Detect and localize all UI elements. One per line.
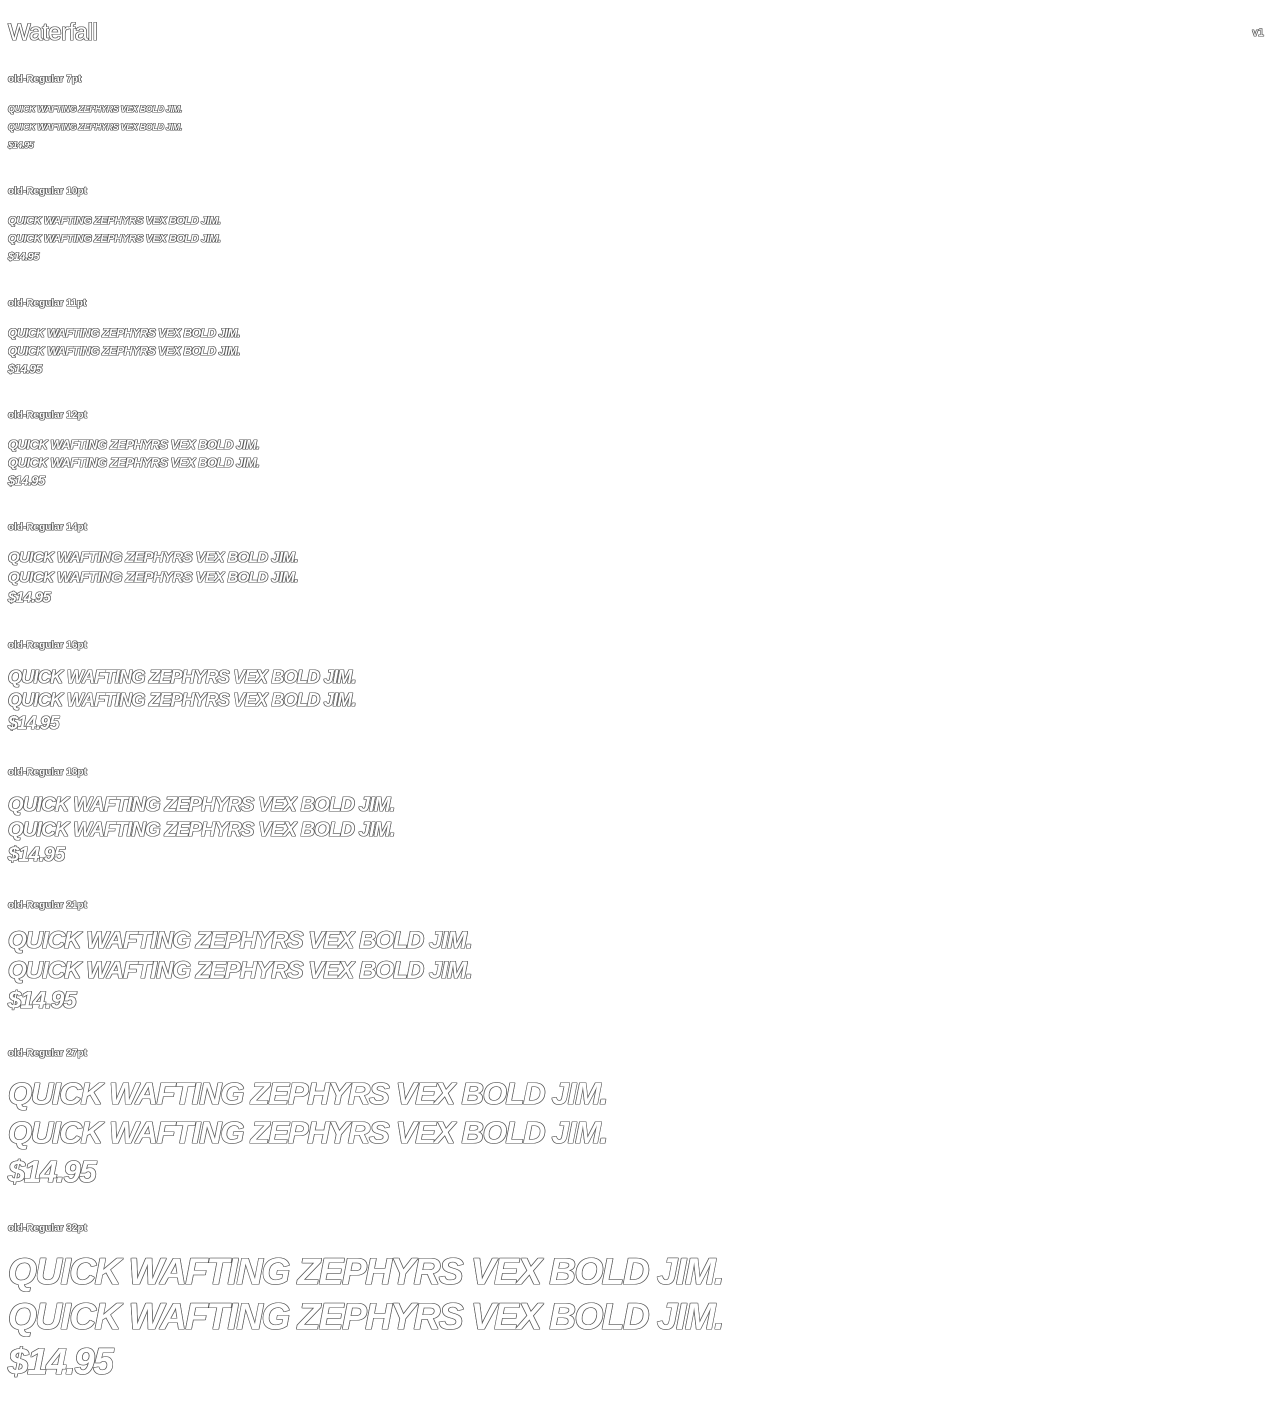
specimen-price: $14.95	[8, 473, 45, 488]
specimen-price: $14.95	[8, 713, 59, 733]
page-title: Waterfall	[8, 19, 98, 46]
specimen-line-1: QUICK WAFTING ZEPHYRS VEX BOLD JIM.	[8, 326, 240, 340]
specimen-line-1: QUICK WAFTING ZEPHYRS VEX BOLD JIM.	[8, 927, 472, 954]
specimen-line-1: QUICK WAFTING ZEPHYRS VEX BOLD JIM.	[8, 104, 182, 114]
waterfall-block-32pt	[8, 1223, 723, 1384]
specimen-line-1: QUICK WAFTING ZEPHYRS VEX BOLD JIM.	[8, 549, 298, 566]
specimen-line-2: QUICK WAFTING ZEPHYRS VEX BOLD JIM.	[8, 957, 472, 984]
size-label: old-Regular 10pt	[8, 186, 87, 197]
waterfall-block-14pt	[8, 522, 298, 608]
specimen-price: $14.95	[8, 1154, 96, 1189]
size-label: old-Regular 32pt	[8, 1223, 87, 1234]
version-badge: v1	[1252, 27, 1264, 39]
specimen-line-1: QUICK WAFTING ZEPHYRS VEX BOLD JIM.	[8, 667, 356, 687]
specimen-price: $14.95	[8, 844, 65, 866]
specimen-line-1: QUICK WAFTING ZEPHYRS VEX BOLD JIM.	[8, 437, 260, 452]
specimen-line-1: QUICK WAFTING ZEPHYRS VEX BOLD JIM.	[8, 794, 395, 816]
size-label: old-Regular 16pt	[8, 640, 87, 651]
waterfall-block-12pt	[8, 410, 259, 490]
waterfall-block-27pt	[8, 1048, 607, 1191]
waterfall-block-18pt	[8, 767, 394, 868]
specimen-price: $14.95	[8, 1341, 113, 1382]
size-label: old-Regular 7pt	[8, 74, 82, 85]
size-label: old-Regular 18pt	[8, 767, 87, 778]
specimen-price: $14.95	[8, 987, 76, 1014]
specimen-price: $14.95	[8, 251, 40, 263]
specimen-price: $14.95	[8, 140, 34, 150]
size-label: old-Regular 27pt	[8, 1048, 87, 1059]
specimen-line-2: QUICK WAFTING ZEPHYRS VEX BOLD JIM.	[8, 1115, 608, 1150]
size-label: old-Regular 11pt	[8, 298, 87, 309]
specimen-line-1: QUICK WAFTING ZEPHYRS VEX BOLD JIM.	[8, 1251, 723, 1292]
specimen-price: $14.95	[8, 589, 51, 606]
specimen-price: $14.95	[8, 362, 42, 376]
waterfall-block-10pt	[8, 186, 221, 266]
specimen-line-2: QUICK WAFTING ZEPHYRS VEX BOLD JIM.	[8, 455, 260, 470]
waterfall-block-21pt	[8, 900, 472, 1016]
waterfall-block-11pt	[8, 298, 240, 378]
specimen-line-2: QUICK WAFTING ZEPHYRS VEX BOLD JIM.	[8, 233, 221, 245]
specimen-line-2: QUICK WAFTING ZEPHYRS VEX BOLD JIM.	[8, 122, 182, 132]
specimen-line-2: QUICK WAFTING ZEPHYRS VEX BOLD JIM.	[8, 1296, 723, 1337]
specimen-line-2: QUICK WAFTING ZEPHYRS VEX BOLD JIM.	[8, 690, 356, 710]
size-label: old-Regular 21pt	[8, 900, 87, 911]
size-label: old-Regular 12pt	[8, 410, 87, 421]
specimen-line-1: QUICK WAFTING ZEPHYRS VEX BOLD JIM.	[8, 215, 221, 227]
specimen-line-2: QUICK WAFTING ZEPHYRS VEX BOLD JIM.	[8, 344, 240, 358]
specimen-line-1: QUICK WAFTING ZEPHYRS VEX BOLD JIM.	[8, 1076, 608, 1111]
waterfall-block-7pt	[8, 74, 182, 154]
waterfall-block-16pt	[8, 640, 356, 735]
specimen-line-2: QUICK WAFTING ZEPHYRS VEX BOLD JIM.	[8, 819, 395, 841]
specimen-line-2: QUICK WAFTING ZEPHYRS VEX BOLD JIM.	[8, 569, 298, 586]
page-header	[8, 18, 1272, 52]
size-label: old-Regular 14pt	[8, 522, 87, 533]
